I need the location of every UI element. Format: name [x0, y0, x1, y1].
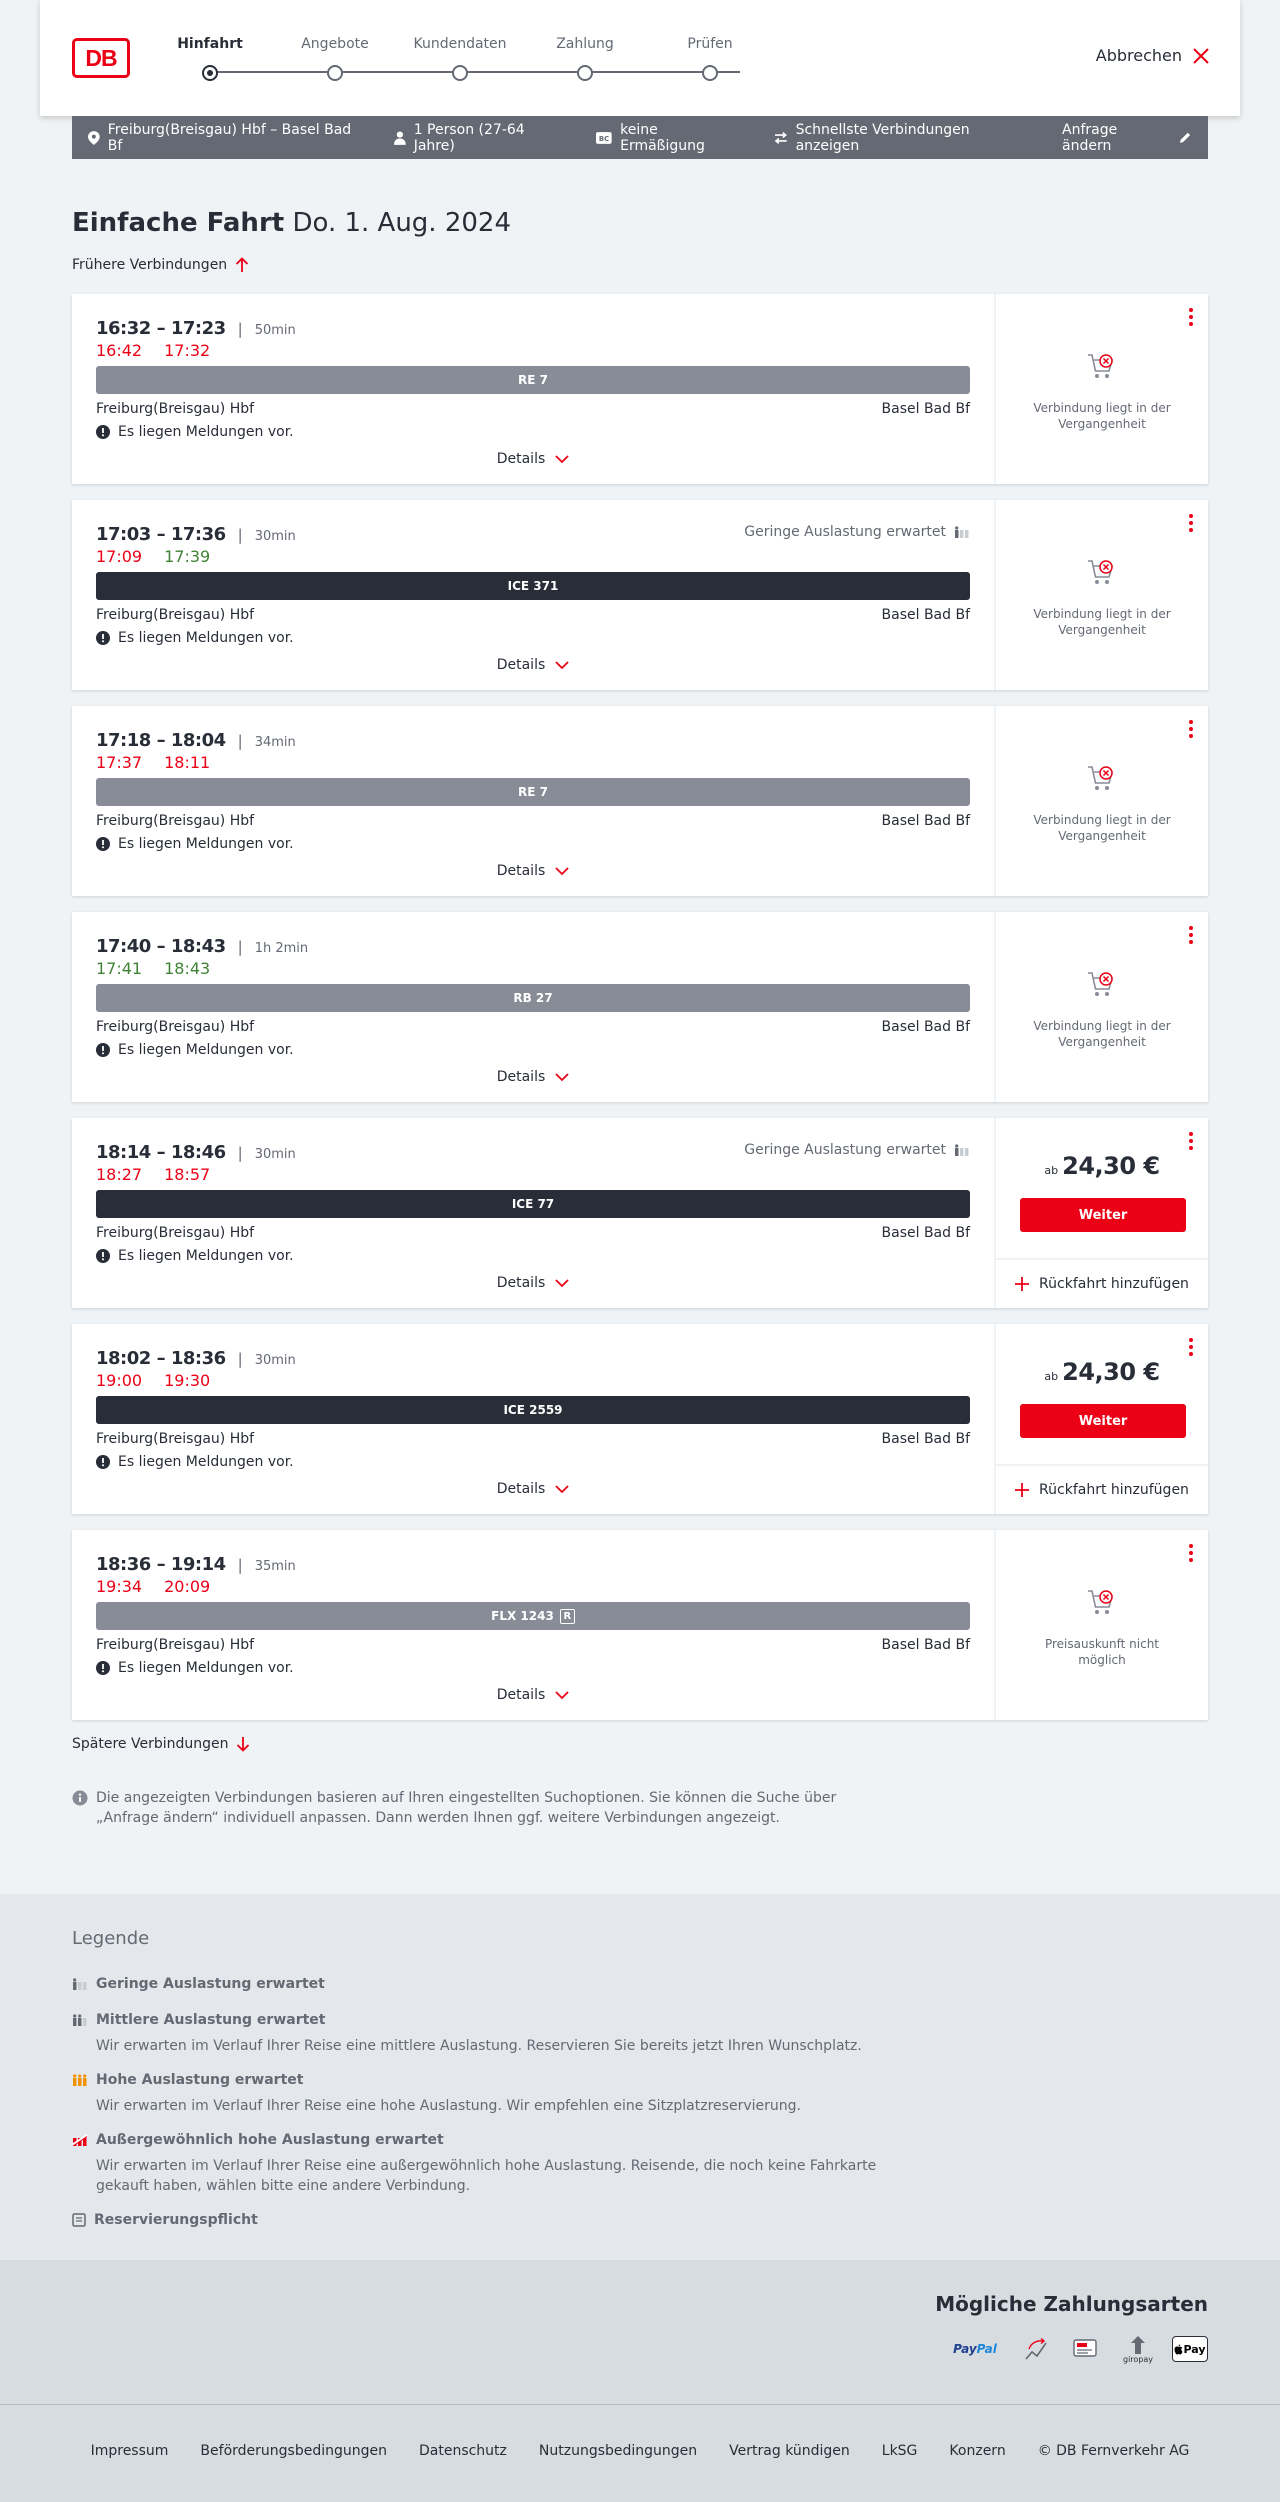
offer-panel	[994, 1118, 1208, 1308]
train-name: RE 7	[518, 785, 548, 799]
step-dot	[327, 65, 343, 81]
continue-button[interactable]: Weiter	[1020, 1404, 1186, 1438]
footer-link-konzern[interactable]: Konzern	[949, 2443, 1006, 2459]
discount-text: keine Ermäßigung	[620, 121, 705, 154]
applepay-text: Pay	[1183, 2342, 1206, 2356]
payment-title: Mögliche Zahlungsarten	[935, 2292, 1208, 2316]
duration: 35min	[254, 1559, 296, 1574]
offer-panel	[994, 1530, 1208, 1720]
add-return-label: Rückfahrt hinzufügen	[1039, 1276, 1189, 1292]
search-discount	[596, 122, 743, 154]
offer-price	[996, 1358, 1208, 1386]
destination-station: Basel Bad Bf	[881, 1225, 970, 1241]
realtime-arrival: 18:57	[164, 1165, 211, 1184]
duration: 50min	[254, 323, 296, 338]
footer-copyright: © DB Fernverkehr AG	[1037, 2443, 1190, 2459]
cancel-button[interactable]	[1096, 46, 1210, 65]
duration: 1h 2min	[254, 941, 309, 956]
step-kundendaten	[400, 34, 520, 81]
more-options-icon[interactable]	[1188, 1544, 1194, 1562]
fastest-text: Schnellste Verbindungen anzeigen	[795, 121, 970, 154]
details-toggle[interactable]	[72, 863, 994, 879]
notice-text: Es liegen Meldungen vor.	[118, 1248, 294, 1264]
legend-label: Reservierungspflicht	[94, 2212, 258, 2228]
cart-unavailable-icon	[1087, 970, 1117, 998]
step-angebote	[275, 34, 395, 81]
step-hinfahrt[interactable]	[150, 34, 270, 81]
train-bar[interactable]	[96, 1396, 970, 1424]
time-dash: –	[150, 1142, 171, 1163]
swap-arrows-icon	[774, 132, 788, 144]
legend-item-extreme	[72, 2132, 892, 2196]
occupancy-info	[744, 1142, 970, 1158]
close-icon	[1192, 47, 1210, 65]
legend-desc: Wir erwarten im Verlauf Ihrer Reise eine außergewöhnlich hohe Auslastung. Reisende, die noch keine Fahrkarte gekauft haben, wählen bitte eine andere Verbindung.	[96, 2158, 877, 2194]
step-dot	[702, 65, 718, 81]
more-options-icon[interactable]	[1188, 720, 1194, 738]
paypal-text-a: Pay	[953, 2342, 977, 2356]
offer-unavailable	[996, 970, 1208, 1050]
connection-card[interactable]	[72, 706, 1208, 896]
search-persons	[394, 122, 567, 154]
search-fastest	[774, 122, 1032, 154]
train-bar[interactable]	[96, 778, 970, 806]
time-dash: –	[150, 318, 171, 339]
footer-link-befoerderungsbedingungen[interactable]: Beförderungsbedingungen	[200, 2443, 387, 2459]
chevron-down-icon	[555, 1691, 569, 1700]
offer-panel	[994, 500, 1208, 690]
chevron-down-icon	[555, 1279, 569, 1288]
route-text: Freiburg(Breisgau) Hbf – Basel Bad Bf	[107, 121, 352, 154]
step-zahlung	[525, 34, 645, 81]
legend-item-low	[72, 1976, 892, 1992]
train-bar[interactable]	[96, 1602, 970, 1630]
connection-info	[72, 1530, 994, 1720]
notice-text: Es liegen Meldungen vor.	[118, 1454, 294, 1470]
legend-item-medium	[72, 2012, 892, 2056]
alert-icon	[96, 1043, 110, 1057]
realtime-times	[96, 1371, 210, 1390]
divider: |	[237, 320, 243, 338]
planned-times	[96, 1348, 296, 1369]
legend-label: Außergewöhnlich hohe Auslastung erwartet	[96, 2132, 444, 2148]
offer-price	[996, 1152, 1208, 1180]
header	[40, 0, 1240, 116]
planned-departure: 18:14	[96, 1142, 151, 1163]
cancel-label: Abbrechen	[1095, 46, 1182, 65]
occupancy-medium-icon	[72, 2014, 88, 2026]
db-logo[interactable]	[72, 38, 130, 78]
connection-card[interactable]	[72, 1530, 1208, 1720]
sepa-invoice-icon	[1068, 2336, 1104, 2362]
realtime-departure: 17:37	[96, 753, 143, 772]
legend-section	[0, 1894, 1280, 2260]
direct-debit-icon	[1018, 2336, 1054, 2362]
notice-text: Es liegen Meldungen vor.	[118, 1660, 294, 1676]
paypal-icon	[946, 2336, 1004, 2362]
train-name: RE 7	[518, 373, 548, 387]
time-dash: –	[150, 730, 171, 751]
planned-arrival: 17:36	[170, 524, 226, 545]
bahncard-icon	[596, 132, 612, 144]
connection-card[interactable]	[72, 294, 1208, 484]
notice-text: Es liegen Meldungen vor.	[118, 424, 294, 440]
legend-item-high	[72, 2072, 892, 2116]
pencil-icon	[1178, 131, 1192, 145]
footer-link-impressum[interactable]: Impressum	[90, 2443, 169, 2459]
step-dot	[577, 65, 593, 81]
cart-unavailable-icon	[1087, 352, 1117, 380]
realtime-arrival: 17:39	[164, 547, 211, 566]
realtime-times	[96, 341, 210, 360]
chevron-down-icon	[555, 1073, 569, 1082]
connection-info	[72, 500, 994, 690]
details-toggle[interactable]	[72, 451, 994, 467]
origin-station: Freiburg(Breisgau) Hbf	[96, 607, 255, 623]
later-label: Spätere Verbindungen	[72, 1736, 229, 1752]
details-label: Details	[496, 1687, 546, 1703]
person-icon	[394, 131, 406, 145]
add-return-button[interactable]	[996, 1258, 1208, 1308]
origin-station: Freiburg(Breisgau) Hbf	[96, 1019, 255, 1035]
plus-icon	[1015, 1483, 1029, 1497]
train-bar[interactable]	[96, 572, 970, 600]
payment-section	[0, 2260, 1280, 2405]
realtime-arrival: 18:43	[164, 959, 211, 978]
destination-station: Basel Bad Bf	[881, 1019, 970, 1035]
offer-unavailable	[996, 558, 1208, 638]
details-label: Details	[496, 657, 546, 673]
realtime-departure: 18:27	[96, 1165, 143, 1184]
more-options-icon[interactable]	[1188, 1132, 1194, 1150]
divider: |	[237, 1556, 243, 1574]
connection-info	[72, 1324, 994, 1514]
notice-text: Es liegen Meldungen vor.	[118, 1042, 294, 1058]
duration: 30min	[254, 1353, 296, 1368]
details-toggle[interactable]	[72, 657, 994, 673]
offer-panel	[994, 1324, 1208, 1514]
realtime-departure: 19:00	[96, 1371, 143, 1390]
offer-unavailable-text: Preisauskunft nicht möglich	[1044, 1637, 1160, 1667]
planned-arrival: 19:14	[170, 1554, 226, 1575]
alert-icon	[96, 631, 110, 645]
divider: |	[237, 1144, 243, 1162]
earlier-connections-link[interactable]	[72, 257, 249, 273]
duration: 34min	[254, 735, 296, 750]
planned-arrival: 17:23	[170, 318, 226, 339]
train-bar[interactable]	[96, 1190, 970, 1218]
legend-label: Mittlere Auslastung erwartet	[96, 2012, 326, 2028]
planned-times	[96, 730, 296, 751]
step-label: Prüfen	[687, 36, 733, 52]
notice-message	[96, 1042, 294, 1058]
change-request-button[interactable]	[1062, 122, 1192, 154]
legend-desc: Wir erwarten im Verlauf Ihrer Reise eine hohe Auslastung. Wir empfehlen eine Sitzplatzreservierung.	[96, 2098, 801, 2114]
step-dot	[452, 65, 468, 81]
reservation-required-icon	[72, 2213, 86, 2227]
plus-icon	[1015, 1277, 1029, 1291]
reservation-required-icon: R	[560, 1609, 575, 1624]
time-dash: –	[150, 936, 171, 957]
cart-unavailable-icon	[1087, 1588, 1117, 1616]
footer-link-nutzungsbedingungen[interactable]: Nutzungsbedingungen	[538, 2443, 698, 2459]
origin-station: Freiburg(Breisgau) Hbf	[96, 1637, 255, 1653]
train-name: FLX 1243	[491, 1609, 554, 1623]
alert-icon	[96, 1455, 110, 1469]
step-label: Kundendaten	[413, 36, 507, 52]
arrow-up-icon	[235, 257, 249, 273]
occupancy-high-icon	[72, 2074, 88, 2086]
offer-unavailable	[996, 764, 1208, 844]
realtime-times	[96, 1577, 210, 1596]
step-label: Zahlung	[556, 36, 614, 52]
occupancy-info	[744, 524, 970, 540]
occupancy-label: Geringe Auslastung erwartet	[744, 1142, 946, 1158]
info-text: Die angezeigten Verbindungen basieren auf Ihren eingestellten Suchoptionen. Sie können die Suche über „Anfrage ändern“ individuell anpassen. Dann werden Ihnen ggf. weitere Verbindungen angezeigt.	[96, 1790, 837, 1826]
occupancy-low-icon	[954, 1144, 970, 1156]
planned-times	[96, 1142, 296, 1163]
planned-times	[96, 318, 296, 339]
planned-departure: 16:32	[96, 318, 151, 339]
connection-info	[72, 912, 994, 1102]
footer-link-vertrag-kuendigen[interactable]: Vertrag kündigen	[729, 2443, 850, 2459]
add-return-button[interactable]	[996, 1464, 1208, 1514]
divider: |	[237, 938, 243, 956]
details-toggle[interactable]	[72, 1069, 994, 1085]
notice-message	[96, 630, 294, 646]
offer-unavailable-text: Verbindung liegt in der Vergangenheit	[1033, 813, 1171, 843]
planned-arrival: 18:04	[170, 730, 226, 751]
step-label: Hinfahrt	[177, 36, 243, 52]
more-options-icon[interactable]	[1188, 1338, 1194, 1356]
offer-panel	[994, 294, 1208, 484]
page-title	[72, 208, 511, 238]
connection-info	[72, 294, 994, 484]
details-label: Details	[496, 1275, 546, 1291]
realtime-times	[96, 753, 210, 772]
realtime-departure: 17:41	[96, 959, 143, 978]
price-value: 24,30 €	[1062, 1152, 1160, 1180]
occupancy-low-icon	[954, 526, 970, 538]
offer-unavailable-text: Verbindung liegt in der Vergangenheit	[1033, 607, 1171, 637]
payment-icons	[946, 2332, 1208, 2366]
offer-panel	[994, 706, 1208, 896]
notice-message	[96, 1248, 294, 1264]
divider: |	[237, 1350, 243, 1368]
connection-card[interactable]	[72, 1324, 1208, 1514]
chevron-down-icon	[555, 1485, 569, 1494]
details-toggle[interactable]	[72, 1275, 994, 1291]
legend-label: Hohe Auslastung erwartet	[96, 2072, 304, 2088]
paypal-text-b: Pal	[976, 2342, 997, 2356]
destination-station: Basel Bad Bf	[881, 607, 970, 623]
offer-unavailable	[996, 1588, 1208, 1668]
price-prefix: ab	[1044, 1164, 1059, 1177]
realtime-arrival: 18:11	[164, 753, 211, 772]
connection-card[interactable]	[72, 1118, 1208, 1308]
cart-unavailable-icon	[1087, 764, 1117, 792]
price-prefix: ab	[1044, 1370, 1059, 1383]
notice-message	[96, 1660, 294, 1676]
planned-times	[96, 1554, 296, 1575]
alert-icon	[96, 1661, 110, 1675]
alert-icon	[96, 425, 110, 439]
search-route	[88, 122, 364, 154]
planned-departure: 18:36	[96, 1554, 151, 1575]
more-options-icon[interactable]	[1188, 926, 1194, 944]
planned-times	[96, 936, 308, 957]
realtime-departure: 19:34	[96, 1577, 143, 1596]
train-name: ICE 2559	[503, 1403, 563, 1417]
divider: |	[237, 732, 243, 750]
planned-arrival: 18:46	[170, 1142, 226, 1163]
alert-icon	[96, 1249, 110, 1263]
chevron-down-icon	[555, 661, 569, 670]
realtime-departure: 17:09	[96, 547, 143, 566]
train-bar[interactable]	[96, 366, 970, 394]
search-summary-bar	[72, 116, 1208, 159]
step-pruefen	[650, 34, 770, 81]
title-main: Einfache Fahrt	[72, 208, 285, 238]
earlier-label: Frühere Verbindungen	[72, 257, 228, 273]
origin-station: Freiburg(Breisgau) Hbf	[96, 401, 255, 417]
origin-station: Freiburg(Breisgau) Hbf	[96, 813, 255, 829]
connection-card[interactable]	[72, 500, 1208, 690]
origin-station: Freiburg(Breisgau) Hbf	[96, 1225, 255, 1241]
planned-times	[96, 524, 296, 545]
alert-icon	[96, 837, 110, 851]
legend-desc: Wir erwarten im Verlauf Ihrer Reise eine mittlere Auslastung. Reservieren Sie bereits jetzt Ihren Wunschplatz.	[96, 2038, 862, 2054]
destination-station: Basel Bad Bf	[881, 401, 970, 417]
offer-unavailable	[996, 352, 1208, 432]
add-return-label: Rückfahrt hinzufügen	[1039, 1482, 1189, 1498]
realtime-departure: 16:42	[96, 341, 143, 360]
continue-button[interactable]: Weiter	[1020, 1198, 1186, 1232]
more-options-icon[interactable]	[1188, 514, 1194, 532]
duration: 30min	[254, 1147, 296, 1162]
duration: 30min	[254, 529, 296, 544]
realtime-arrival: 19:30	[164, 1371, 211, 1390]
price-value: 24,30 €	[1062, 1358, 1160, 1386]
destination-station: Basel Bad Bf	[881, 1637, 970, 1653]
title-date: Do. 1. Aug. 2024	[292, 208, 512, 238]
details-label: Details	[496, 1481, 546, 1497]
connection-info	[72, 706, 994, 896]
legend-title: Legende	[72, 1928, 150, 1949]
planned-arrival: 18:43	[170, 936, 226, 957]
chevron-down-icon	[555, 455, 569, 464]
later-connections-link[interactable]	[72, 1736, 250, 1752]
details-label: Details	[496, 863, 546, 879]
notice-text: Es liegen Meldungen vor.	[118, 630, 294, 646]
offer-unavailable-text: Verbindung liegt in der Vergangenheit	[1033, 401, 1171, 431]
details-toggle[interactable]	[72, 1687, 994, 1703]
progress-stepper	[177, 34, 740, 84]
notice-text: Es liegen Meldungen vor.	[118, 836, 294, 852]
svg-text:BC: BC	[599, 134, 610, 143]
details-label: Details	[496, 1069, 546, 1085]
planned-arrival: 18:36	[170, 1348, 226, 1369]
legend-label: Geringe Auslastung erwartet	[96, 1976, 325, 1992]
more-options-icon[interactable]	[1188, 308, 1194, 326]
footer-links	[0, 2443, 1280, 2459]
realtime-times	[96, 959, 210, 978]
destination-station: Basel Bad Bf	[881, 813, 970, 829]
legend-item-reservation	[72, 2212, 892, 2228]
divider: |	[237, 526, 243, 544]
giropay-text: giropay	[1122, 2354, 1154, 2364]
planned-departure: 17:40	[96, 936, 151, 957]
origin-station: Freiburg(Breisgau) Hbf	[96, 1431, 255, 1447]
details-toggle[interactable]	[72, 1481, 994, 1497]
realtime-arrival: 17:32	[164, 341, 211, 360]
arrow-down-icon	[236, 1736, 250, 1752]
info-icon	[72, 1790, 88, 1806]
notice-message	[96, 424, 294, 440]
footer-link-lksg[interactable]: LkSG	[881, 2443, 918, 2459]
connection-info	[72, 1118, 994, 1308]
notice-message	[96, 836, 294, 852]
logo-text: DB	[85, 44, 117, 71]
offer-panel	[994, 912, 1208, 1102]
planned-departure: 17:03	[96, 524, 151, 545]
planned-departure: 17:18	[96, 730, 151, 751]
step-label: Angebote	[301, 36, 369, 52]
realtime-times	[96, 547, 210, 566]
search-info-note	[72, 1788, 862, 1828]
realtime-times	[96, 1165, 210, 1184]
step-dot	[202, 65, 218, 81]
chevron-down-icon	[555, 867, 569, 876]
time-dash: –	[150, 524, 171, 545]
cart-unavailable-icon	[1087, 558, 1117, 586]
persons-text: 1 Person (27-64 Jahre)	[413, 121, 525, 154]
offer-unavailable-text: Verbindung liegt in der Vergangenheit	[1033, 1019, 1171, 1049]
train-bar[interactable]	[96, 984, 970, 1012]
train-name: ICE 77	[511, 1197, 555, 1211]
occupancy-low-icon	[72, 1978, 88, 1990]
notice-message	[96, 1454, 294, 1470]
connection-card[interactable]	[72, 912, 1208, 1102]
footer	[0, 2405, 1280, 2502]
planned-departure: 18:02	[96, 1348, 151, 1369]
time-dash: –	[150, 1348, 171, 1369]
occupancy-label: Geringe Auslastung erwartet	[744, 524, 946, 540]
change-request-label: Anfrage ändern	[1062, 121, 1118, 154]
giropay-icon	[1118, 2332, 1158, 2366]
train-name: RB 27	[513, 991, 553, 1005]
destination-station: Basel Bad Bf	[881, 1431, 970, 1447]
train-name: ICE 371	[507, 579, 559, 593]
details-label: Details	[496, 451, 546, 467]
footer-link-datenschutz[interactable]: Datenschutz	[418, 2443, 507, 2459]
applepay-icon	[1172, 2336, 1208, 2362]
realtime-arrival: 20:09	[164, 1577, 211, 1596]
location-pin-icon	[88, 131, 100, 145]
time-dash: –	[150, 1554, 171, 1575]
occupancy-extreme-icon	[72, 2134, 88, 2146]
